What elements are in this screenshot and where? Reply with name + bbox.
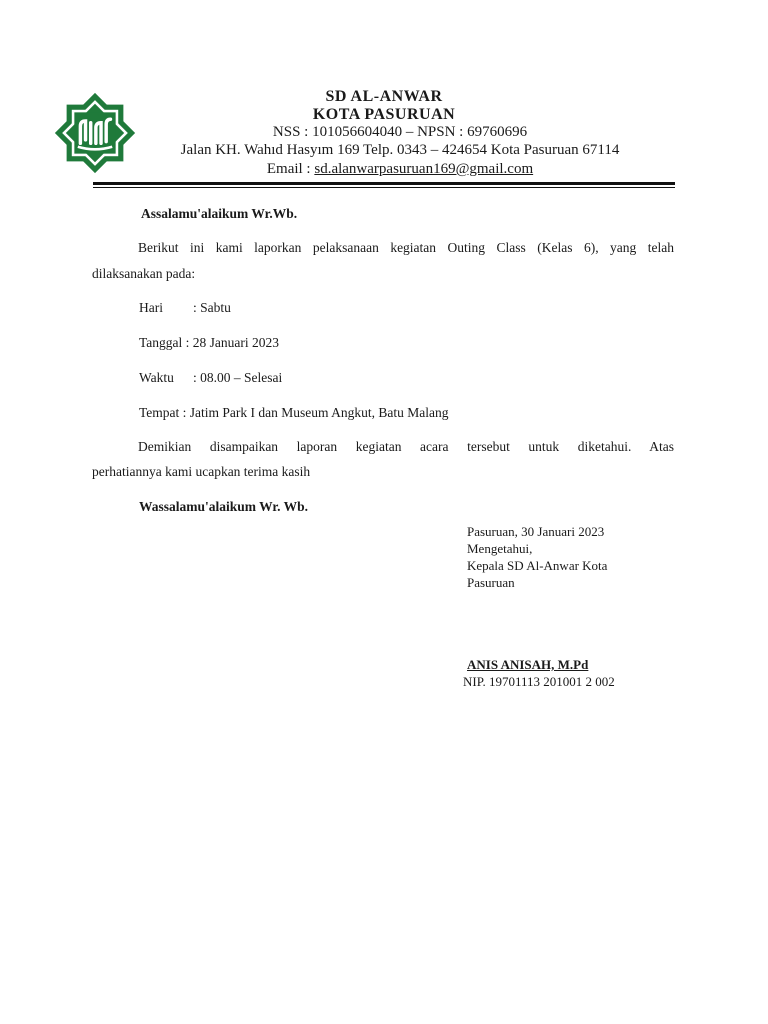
intro-paragraph-line2: dilaksanakan pada: — [92, 266, 196, 281]
detail-hari — [139, 298, 231, 317]
letterhead-rule-thick — [93, 182, 675, 185]
signature-acknowledged: Mengetahui, — [467, 541, 533, 556]
closing-paragraph-line1: Demikian disampaikan laporan kegiatan acara tersebut untuk diketahui. Atas — [138, 439, 674, 454]
signature-position-line1: Kepala SD Al-Anwar Kota — [467, 558, 608, 573]
detail-tanggal — [139, 333, 279, 352]
school-address: Jalan KH. Wahıd Hasyım 169 Telp. 0343 – 424654 Kota Pasuruan 67114 — [180, 142, 620, 158]
letterhead-rule-thin — [93, 187, 675, 188]
detail-waktu-label: Waktu — [139, 370, 174, 385]
signature-position-line2: Pasuruan — [467, 575, 515, 590]
detail-tanggal-value: : 28 Januari 2023 — [185, 335, 280, 350]
detail-hari-value: : Sabtu — [193, 300, 231, 315]
detail-tempat-value: : Jatim Park I dan Museum Angkut, Batu Malang — [179, 405, 449, 420]
school-email-line — [16, 161, 768, 178]
school-city: KOTA PASURUAN — [312, 106, 456, 123]
farewell: Wassalamu'alaikum Wr. Wb. — [139, 499, 309, 514]
email-link[interactable]: sd.alanwarpasuruan169@gmail.com — [314, 161, 534, 177]
email-label: Email : — [266, 161, 315, 177]
detail-tempat — [139, 403, 449, 422]
detail-waktu-value: : 08.00 – Selesai — [193, 370, 283, 385]
detail-waktu — [139, 368, 282, 387]
signatory-name: ANIS ANISAH, M.Pd — [467, 657, 589, 672]
detail-hari-label: Hari — [139, 300, 163, 315]
school-name: SD AL-ANWAR — [325, 88, 443, 105]
greeting: Assalamu'alaikum Wr.Wb. — [141, 206, 298, 221]
intro-paragraph-line1: Berikut ini kami laporkan pelaksanaan kegiatan Outing Class (Kelas 6), yang telah — [138, 240, 674, 255]
school-nss-npsn: NSS : 101056604040 – NPSN : 69760696 — [272, 124, 528, 140]
closing-paragraph-line2: perhatiannya kami ucapkan terima kasih — [92, 464, 311, 479]
signature-place-date: Pasuruan, 30 Januari 2023 — [467, 524, 605, 539]
detail-tanggal-label: Tanggal — [139, 335, 183, 350]
detail-tempat-label: Tempat — [139, 405, 180, 420]
signatory-nip: NIP. 19701113 201001 2 002 — [463, 674, 615, 689]
